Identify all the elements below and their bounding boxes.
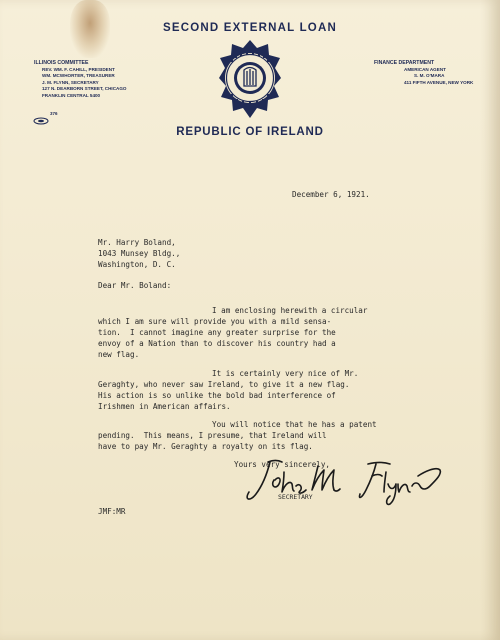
letter-date: December 6, 1921.: [292, 190, 370, 199]
reference-initials: JMF:MR: [98, 507, 126, 516]
committee-heading: ILLINOIS COMMITTEE: [34, 60, 89, 66]
paragraph-line: I am enclosing herewith a circular: [212, 306, 368, 315]
paragraph-line: have to pay Mr. Geraghty a royalty on its flag.: [98, 442, 313, 451]
union-label-number: 376: [50, 111, 58, 116]
paragraph-line: Irishmen in American affairs.: [98, 402, 231, 411]
paragraph-line: new flag.: [98, 350, 140, 359]
closing: Yours very sincerely,: [234, 460, 331, 469]
handwritten-signature: [240, 450, 445, 514]
committee-line: J. M. FLYNN, SECRETARY: [42, 79, 99, 85]
paragraph-line: It is certainly very nice of Mr.: [212, 369, 359, 378]
paragraph-line: Geraghty, who never saw Ireland, to give it a new flag.: [98, 380, 350, 389]
seal-emblem: [219, 40, 281, 126]
committee-line: REV. WM. F. CAHILL, PRESIDENT: [42, 66, 115, 72]
paragraph-line: His action is so unlike the bold bad interference of: [98, 391, 336, 400]
page-edge-shadow: [480, 0, 500, 640]
paragraph-line: which I am sure will provide you with a mild sensa-: [98, 317, 332, 326]
letterhead-title: SECOND EXTERNAL LOAN: [163, 22, 337, 34]
paragraph-line: envoy of a Nation than to discover his country had a: [98, 339, 336, 348]
finance-line: AMERICAN AGENT: [404, 66, 446, 72]
signature-title: SECRETARY: [278, 493, 313, 501]
illinois-committee-block: [34, 60, 184, 100]
finance-department-block: [374, 60, 489, 86]
finance-line: S. M. O'MARA: [414, 73, 445, 79]
recipient-name: Mr. Harry Boland,: [98, 238, 176, 247]
committee-line: WM. MCWHORTER, TREASURER: [42, 73, 115, 79]
paragraph-line: pending. This means, I presume, that Ireland will: [98, 431, 327, 440]
finance-line: 411 FIFTH AVENUE, NEW YORK: [404, 79, 474, 85]
salutation: Dear Mr. Boland:: [98, 281, 172, 290]
recipient-address: 1043 Munsey Bldg.,: [98, 249, 181, 258]
recipient-city: Washington, D. C.: [98, 260, 176, 269]
republic-heading: REPUBLIC OF IRELAND: [176, 126, 324, 138]
paragraph-line: You will notice that he has a patent: [212, 420, 377, 429]
finance-heading: FINANCE DEPARTMENT: [374, 60, 435, 66]
committee-line: FRANKLIN CENTRAL 5400: [42, 92, 101, 98]
paragraph-line: tion. I cannot imagine any greater surprise for the: [98, 328, 336, 337]
committee-line: 127 N. DEARBORN STREET, CHICAGO: [42, 86, 127, 92]
